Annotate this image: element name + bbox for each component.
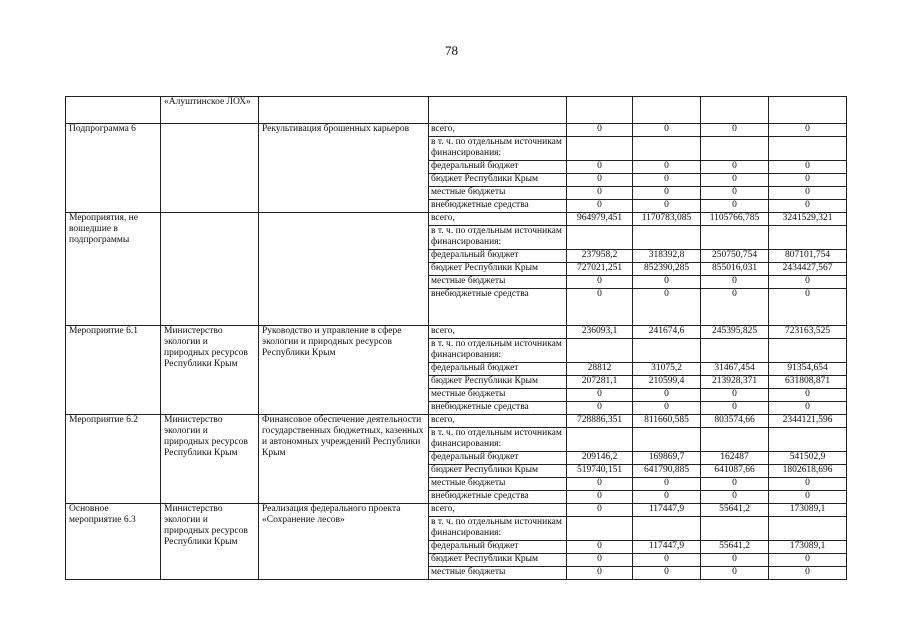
cell-value: 728886,351: [567, 415, 633, 428]
cell-value: 237958,2: [567, 250, 633, 263]
funding-table: [65, 96, 847, 580]
cell-value: [567, 339, 633, 363]
cell-value: 0: [769, 161, 847, 174]
cell-value: 250750,754: [701, 250, 769, 263]
cell-value: 169869,7: [633, 452, 701, 465]
cell-value: 0: [567, 124, 633, 137]
cell-value: 0: [567, 200, 633, 213]
cell-value: 0: [701, 289, 769, 326]
cell-source: бюджет Республики Крым: [429, 263, 567, 276]
cell-value: 0: [769, 289, 847, 326]
cell-value: [769, 428, 847, 452]
cell-value: 55641,2: [701, 541, 769, 554]
cell-source: внебюджетные средства: [429, 289, 567, 326]
cell-value: 31467,454: [701, 363, 769, 376]
cell-value: 723163,525: [769, 326, 847, 339]
cell-value: 0: [567, 389, 633, 402]
cell-value: 541502,9: [769, 452, 847, 465]
cell-value: 0: [633, 276, 701, 289]
cell-source: всего,: [429, 326, 567, 339]
cell-executor: «Алуштинское ЛОХ»: [161, 97, 259, 124]
cell-value: [701, 428, 769, 452]
cell-value: 0: [633, 478, 701, 491]
cell-executor: Министерство экологии и природных ресурсов Республики Крым: [161, 504, 259, 580]
cell-value: 803574,66: [701, 415, 769, 428]
cell-value: 0: [633, 174, 701, 187]
cell-title: [259, 213, 429, 326]
cell-source: федеральный бюджет: [429, 161, 567, 174]
cell-value: 0: [769, 174, 847, 187]
cell-title: Рекультивация брошенных карьеров: [259, 124, 429, 213]
cell-value: 0: [567, 478, 633, 491]
cell-name: Мероприятие 6.2: [66, 415, 161, 504]
cell-value: [633, 428, 701, 452]
cell-value: 117447,9: [633, 541, 701, 554]
cell-value: 0: [769, 402, 847, 415]
cell-value: [769, 97, 847, 124]
cell-value: 0: [567, 187, 633, 200]
cell-value: 0: [633, 289, 701, 326]
cell-value: [633, 97, 701, 124]
cell-value: 210599,4: [633, 376, 701, 389]
table-row: [66, 415, 847, 428]
cell-source: всего,: [429, 415, 567, 428]
cell-value: [567, 428, 633, 452]
cell-value: [633, 339, 701, 363]
cell-value: 2344121,596: [769, 415, 847, 428]
cell-value: 117447,9: [633, 504, 701, 517]
cell-value: 0: [701, 478, 769, 491]
cell-value: 0: [769, 491, 847, 504]
table-row: [66, 213, 847, 226]
cell-value: 0: [701, 124, 769, 137]
cell-value: 245395,825: [701, 326, 769, 339]
cell-value: 318392,8: [633, 250, 701, 263]
cell-source: местные бюджеты: [429, 567, 567, 580]
cell-source: местные бюджеты: [429, 478, 567, 491]
table-row: [66, 97, 847, 124]
cell-source: в т. ч. по отдельным источникам финансирования:: [429, 517, 567, 541]
cell-value: 173089,1: [769, 504, 847, 517]
cell-value: 0: [567, 276, 633, 289]
cell-value: 0: [769, 200, 847, 213]
cell-value: [701, 137, 769, 161]
cell-name: Основное мероприятие 6.3: [66, 504, 161, 580]
cell-value: 0: [567, 161, 633, 174]
cell-title: Финансовое обеспечение деятельности государственных бюджетных, казенных и автономных учреждений Республики Крым: [259, 415, 429, 504]
cell-value: [633, 517, 701, 541]
cell-value: 1105766,785: [701, 213, 769, 226]
cell-value: 241674,6: [633, 326, 701, 339]
cell-value: 0: [769, 187, 847, 200]
cell-value: [567, 226, 633, 250]
cell-value: [701, 97, 769, 124]
cell-value: 236093,1: [567, 326, 633, 339]
cell-title: Руководство и управление в сфере экологии и природных ресурсов Республики Крым: [259, 326, 429, 415]
cell-value: 641087,66: [701, 465, 769, 478]
cell-value: 0: [567, 567, 633, 580]
cell-value: [567, 137, 633, 161]
cell-value: 0: [701, 200, 769, 213]
cell-value: [633, 137, 701, 161]
cell-value: 1170783,085: [633, 213, 701, 226]
cell-value: 0: [701, 389, 769, 402]
cell-value: 0: [633, 567, 701, 580]
cell-value: 964979,451: [567, 213, 633, 226]
cell-value: 0: [701, 187, 769, 200]
cell-value: 162487: [701, 452, 769, 465]
cell-source: внебюджетные средства: [429, 200, 567, 213]
cell-name: Мероприятие 6.1: [66, 326, 161, 415]
cell-value: 852390,285: [633, 263, 701, 276]
cell-value: 0: [769, 276, 847, 289]
cell-value: 0: [567, 554, 633, 567]
cell-value: 0: [633, 124, 701, 137]
cell-name: Мероприятия, не вошедшие в подпрограммы: [66, 213, 161, 326]
cell-source: местные бюджеты: [429, 187, 567, 200]
cell-value: [567, 517, 633, 541]
cell-source: местные бюджеты: [429, 276, 567, 289]
cell-value: [701, 339, 769, 363]
cell-source: всего,: [429, 504, 567, 517]
cell-source: в т. ч. по отдельным источникам финансирования:: [429, 137, 567, 161]
cell-name: [66, 97, 161, 124]
cell-value: 3241529,321: [769, 213, 847, 226]
cell-source: в т. ч. по отдельным источникам финансирования:: [429, 226, 567, 250]
cell-source: всего,: [429, 124, 567, 137]
cell-value: 0: [701, 174, 769, 187]
page-number: 78: [445, 43, 458, 58]
cell-executor: [161, 124, 259, 213]
cell-value: 55641,2: [701, 504, 769, 517]
cell-value: 0: [769, 554, 847, 567]
cell-value: 0: [701, 402, 769, 415]
cell-source: федеральный бюджет: [429, 363, 567, 376]
cell-title: [259, 97, 429, 124]
cell-value: 0: [701, 161, 769, 174]
cell-value: 0: [633, 491, 701, 504]
cell-value: 31075,2: [633, 363, 701, 376]
cell-value: 641790,885: [633, 465, 701, 478]
cell-source: [429, 97, 567, 124]
cell-value: 91354,654: [769, 363, 847, 376]
cell-value: 0: [769, 389, 847, 402]
cell-title: Реализация федерального проекта «Сохранение лесов»: [259, 504, 429, 580]
cell-value: 0: [769, 567, 847, 580]
cell-value: 2434427,567: [769, 263, 847, 276]
cell-value: [769, 517, 847, 541]
cell-source: федеральный бюджет: [429, 250, 567, 263]
table-row: [66, 326, 847, 339]
cell-value: 807101,754: [769, 250, 847, 263]
cell-source: бюджет Республики Крым: [429, 376, 567, 389]
cell-value: 0: [633, 187, 701, 200]
cell-value: 0: [701, 276, 769, 289]
cell-value: [701, 517, 769, 541]
cell-source: в т. ч. по отдельным источникам финансирования:: [429, 339, 567, 363]
cell-value: 173089,1: [769, 541, 847, 554]
cell-value: 213928,371: [701, 376, 769, 389]
cell-source: всего,: [429, 213, 567, 226]
cell-executor: Министерство экологии и природных ресурсов Республики Крым: [161, 415, 259, 504]
cell-value: 855016,031: [701, 263, 769, 276]
cell-value: [567, 97, 633, 124]
cell-value: 1802618,696: [769, 465, 847, 478]
cell-value: [769, 339, 847, 363]
cell-source: местные бюджеты: [429, 389, 567, 402]
cell-value: 209146,2: [567, 452, 633, 465]
cell-value: 0: [633, 161, 701, 174]
cell-source: бюджет Республики Крым: [429, 554, 567, 567]
cell-value: 0: [567, 289, 633, 326]
cell-executor: Министерство экологии и природных ресурсов Республики Крым: [161, 326, 259, 415]
cell-source: федеральный бюджет: [429, 452, 567, 465]
cell-value: 0: [567, 174, 633, 187]
cell-value: 0: [769, 124, 847, 137]
cell-value: 0: [701, 491, 769, 504]
cell-value: 811660,585: [633, 415, 701, 428]
cell-source: бюджет Республики Крым: [429, 174, 567, 187]
cell-value: 0: [567, 504, 633, 517]
cell-value: 0: [701, 567, 769, 580]
cell-value: 0: [633, 200, 701, 213]
cell-value: 0: [567, 402, 633, 415]
cell-value: [769, 226, 847, 250]
cell-value: 519740,151: [567, 465, 633, 478]
cell-name: Подпрограмма 6: [66, 124, 161, 213]
cell-value: 727021,251: [567, 263, 633, 276]
cell-value: [633, 226, 701, 250]
cell-source: в т. ч. по отдельным источникам финансирования:: [429, 428, 567, 452]
cell-value: 0: [567, 491, 633, 504]
cell-value: [769, 137, 847, 161]
cell-value: 0: [567, 541, 633, 554]
cell-value: 0: [633, 402, 701, 415]
cell-source: федеральный бюджет: [429, 541, 567, 554]
cell-value: 631808,871: [769, 376, 847, 389]
cell-value: [701, 226, 769, 250]
table-row: [66, 124, 847, 137]
cell-value: 0: [633, 554, 701, 567]
cell-value: 0: [701, 554, 769, 567]
cell-source: бюджет Республики Крым: [429, 465, 567, 478]
cell-value: 207281,1: [567, 376, 633, 389]
cell-value: 0: [633, 389, 701, 402]
cell-value: 28812: [567, 363, 633, 376]
cell-executor: [161, 213, 259, 326]
cell-value: 0: [769, 478, 847, 491]
cell-source: внебюджетные средства: [429, 491, 567, 504]
cell-source: внебюджетные средства: [429, 402, 567, 415]
table-row: [66, 504, 847, 517]
